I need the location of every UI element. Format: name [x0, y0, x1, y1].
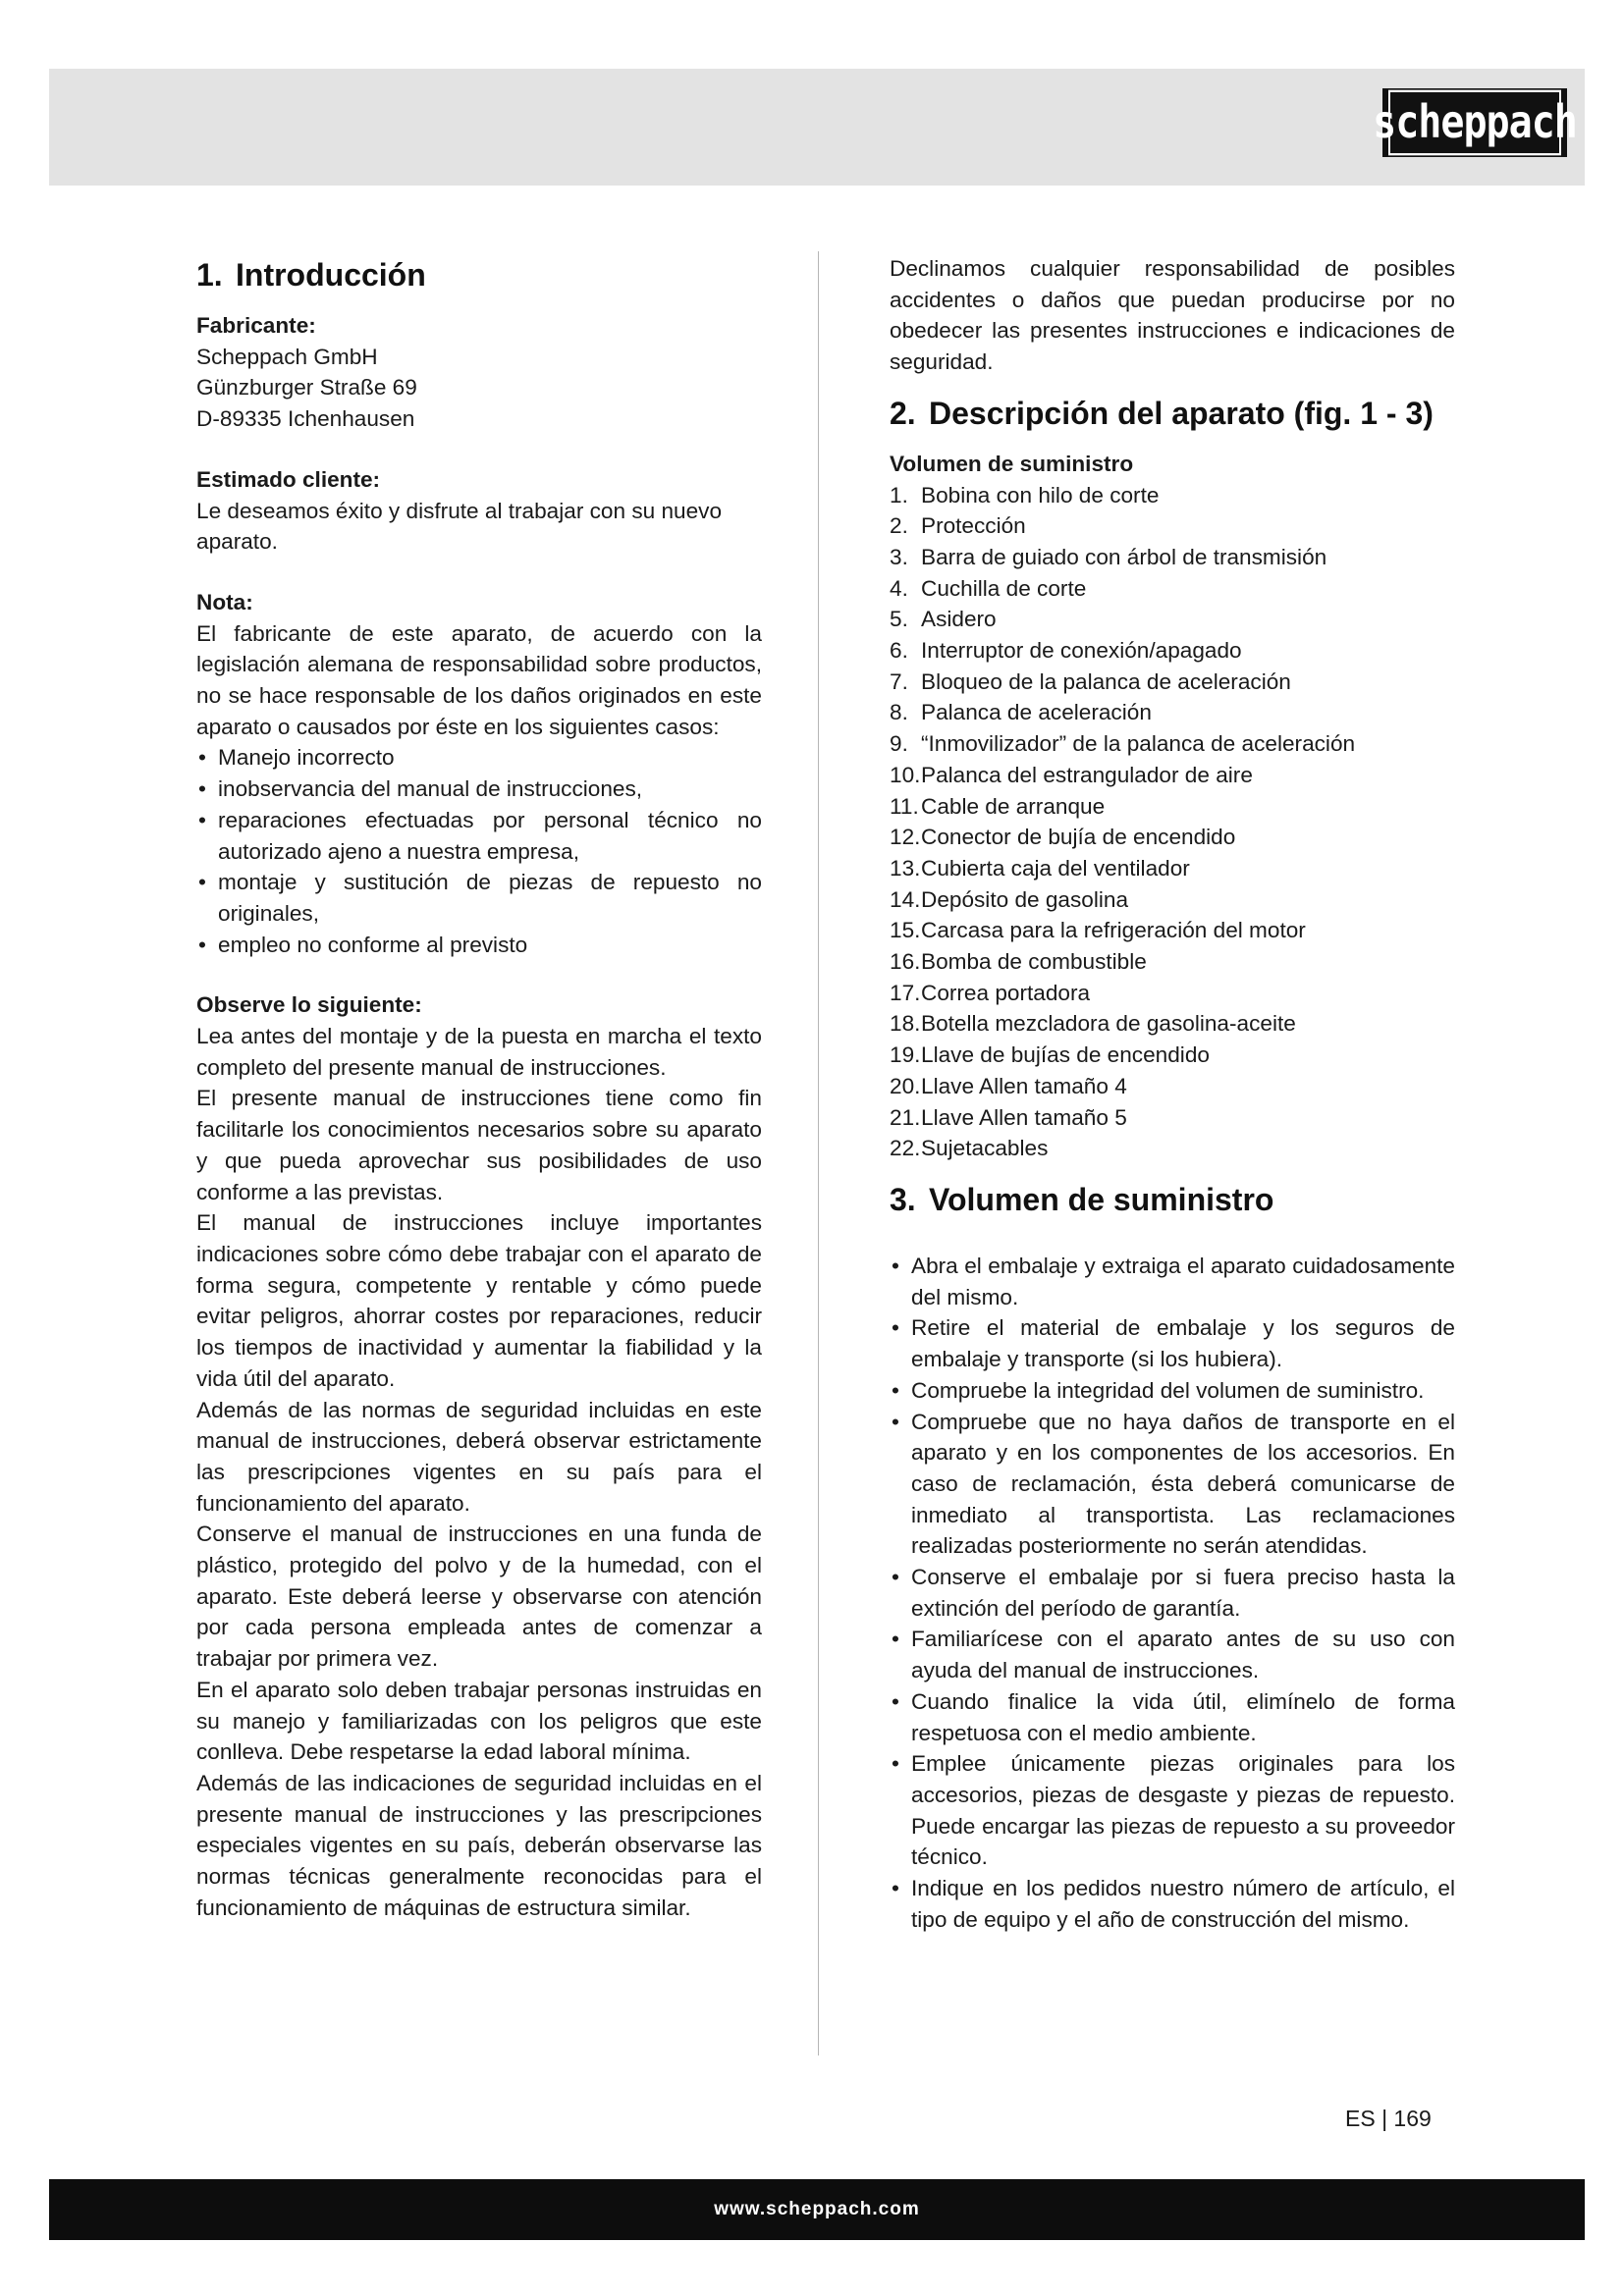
list-item: 15.Carcasa para la refrigeración del motor [890, 918, 1306, 943]
observe-label: Observe lo siguiente: [196, 992, 422, 1018]
list-item: • Manejo incorrecto [196, 742, 762, 774]
list-item: 14.Depósito de gasolina [890, 886, 1129, 912]
note-label: Nota: [196, 589, 253, 614]
list-item: 9. “Inmovilizador” de la palanca de aceleración [890, 731, 1356, 757]
list-item: • reparaciones efectuadas por personal técnico no autorizado ajeno a nuestra empresa, [196, 805, 762, 867]
list-item: • Familiarícese con el aparato antes de su uso con ayuda del manual de instrucciones. [890, 1624, 1455, 1685]
list-item: • Indique en los pedidos nuestro número de artículo, el tipo de equipo y el año de construcción del mismo. [890, 1873, 1455, 1935]
list-item: 6. Interruptor de conexión/apagado [890, 638, 1242, 664]
list-item: 11. Cable de arranque [890, 793, 1106, 819]
right-column [890, 253, 1455, 1935]
list-item: 20.Llave Allen tamaño 4 [890, 1073, 1127, 1098]
manufacturer-line: Scheppach GmbH [196, 344, 378, 369]
list-item: 13.Cubierta caja del ventilador [890, 855, 1190, 881]
supply-bullet-list [890, 1251, 1455, 1935]
observe-paragraph: El manual de instrucciones incluye importantes indicaciones sobre cómo debe trabajar con el aparato de forma segura, competente y rentable y cómo puede evitar peligros, ahorrar costes por reparaciones, reducir los tiempos de inactividad y aumentar la fiabilidad y la vida útil del aparato. [196, 1210, 762, 1391]
customer-label: Estimado cliente: [196, 466, 381, 492]
disclaimer-text: Declinamos cualquier responsabilidad de posibles accidentes o daños que puedan producirse por no obedecer las presentes instrucciones e indicaciones de seguridad. [890, 256, 1455, 375]
list-item: 5. Asidero [890, 607, 997, 632]
section-heading-descripcion: 2. Descripción del aparato (fig. 1 - 3) [890, 395, 1434, 431]
observe-paragraph: Además de las indicaciones de seguridad incluidas en el presente manual de instrucciones y las prescripciones especiales vigentes en su país, deberán observarse las normas técnicas generalmente reconocidas para el funcionamiento de máquinas de estructura similar. [196, 1770, 762, 1920]
list-item: • Compruebe que no haya daños de transporte en el aparato y en los componentes de los accesorios. En caso de reclamación, ésta deberá comunicarse de inmediato al transportista. Las reclamaciones realizadas posteriormente no serán atendidas. [890, 1407, 1455, 1563]
section-heading-volumen: 3. Volumen de suministro [890, 1181, 1274, 1217]
supply-label: Volumen de suministro [890, 451, 1134, 476]
header-band [49, 69, 1585, 186]
list-item: 3. Barra de guiado con árbol de transmisión [890, 544, 1327, 569]
list-item: 12.Conector de bujía de encendido [890, 825, 1236, 850]
list-item: • Abra el embalaje y extraiga el aparato cuidadosamente del mismo. [890, 1251, 1455, 1312]
manufacturer-line: D-89335 Ichenhausen [196, 406, 415, 432]
logo-text: scheppach [1388, 90, 1561, 156]
manufacturer-label: Fabricante: [196, 313, 316, 338]
list-item: 4. Cuchilla de corte [890, 575, 1087, 601]
scheppach-logo [1373, 88, 1577, 157]
list-item: • Compruebe la integridad del volumen de suministro. [890, 1375, 1455, 1407]
list-item: 8. Palanca de aceleración [890, 700, 1152, 725]
footer-band [49, 2179, 1585, 2240]
note-text: El fabricante de este aparato, de acuerdo con la legislación alemana de responsabilidad sobre productos, no se hace responsable de los daños originados en este aparato o causados por éste en los siguientes casos: [196, 620, 762, 739]
observe-paragraph: Además de las normas de seguridad incluidas en este manual de instrucciones, deberá observar estrictamente las prescripciones vigentes en su país para el funcionamiento del aparato. [196, 1397, 762, 1516]
list-item: • empleo no conforme al previsto [196, 930, 762, 961]
list-item: 2. Protección [890, 513, 1026, 539]
page-number: ES | 169 [1345, 2106, 1432, 2131]
list-item: 16.Bomba de combustible [890, 949, 1147, 975]
section-heading-introduccion: 1. Introducción [196, 257, 426, 293]
list-item: • Retire el material de embalaje y los seguros de embalaje y transporte (si los hubiera). [890, 1312, 1455, 1374]
observe-paragraph: Conserve el manual de instrucciones en una funda de plástico, protegido del polvo y de la humedad, con el aparato. Este deberá leerse y observarse con atención por cada persona empleada antes de comenzar a trabajar por primera vez. [196, 1522, 762, 1672]
manufacturer-line: Günzburger Straße 69 [196, 375, 417, 400]
observe-paragraph: El presente manual de instrucciones tiene como fin facilitarle los conocimientos necesarios sobre su aparato y que pueda aprovechar sus posibilidades de uso conforme a las previstas. [196, 1086, 762, 1204]
footer-url[interactable]: www.scheppach.com [714, 2199, 920, 2219]
list-item: 10.Palanca del estrangulador de aire [890, 762, 1253, 787]
list-item: 17.Correa portadora [890, 980, 1091, 1005]
note-bullet-list [196, 742, 762, 960]
column-divider [818, 251, 819, 2056]
customer-text: Le deseamos éxito y disfrute al trabajar con su nuevo aparato. [196, 498, 723, 555]
list-item: • Emplee únicamente piezas originales para los accesorios, piezas de desgaste y piezas de repuesto. Puede encargar las piezas de repuesto a su proveedor técnico. [890, 1748, 1455, 1873]
parts-list [890, 480, 1455, 1164]
list-item: 22.Sujetacables [890, 1136, 1049, 1161]
list-item: • montaje y sustitución de piezas de repuesto no originales, [196, 867, 762, 929]
list-item: • Cuando finalice la vida útil, elimínelo de forma respetuosa con el medio ambiente. [890, 1686, 1455, 1748]
list-item: • Conserve el embalaje por si fuera preciso hasta la extinción del período de garantía. [890, 1562, 1455, 1624]
list-item: 19.Llave de bujías de encendido [890, 1042, 1210, 1068]
list-item: • inobservancia del manual de instrucciones, [196, 774, 762, 805]
list-item: 7. Bloqueo de la palanca de aceleración [890, 668, 1291, 694]
list-item: 21.Llave Allen tamaño 5 [890, 1104, 1127, 1130]
observe-paragraph: Lea antes del montaje y de la puesta en marcha el texto completo del presente manual de instrucciones. [196, 1024, 762, 1080]
left-column [196, 253, 762, 1923]
list-item: 1. Bobina con hilo de corte [890, 482, 1160, 507]
observe-paragraph: En el aparato solo deben trabajar personas instruidas en su manejo y familiarizadas con los peligros que este conlleva. Debe respetarse la edad laboral mínima. [196, 1677, 762, 1765]
list-item: 18.Botella mezcladora de gasolina-aceite [890, 1011, 1296, 1037]
